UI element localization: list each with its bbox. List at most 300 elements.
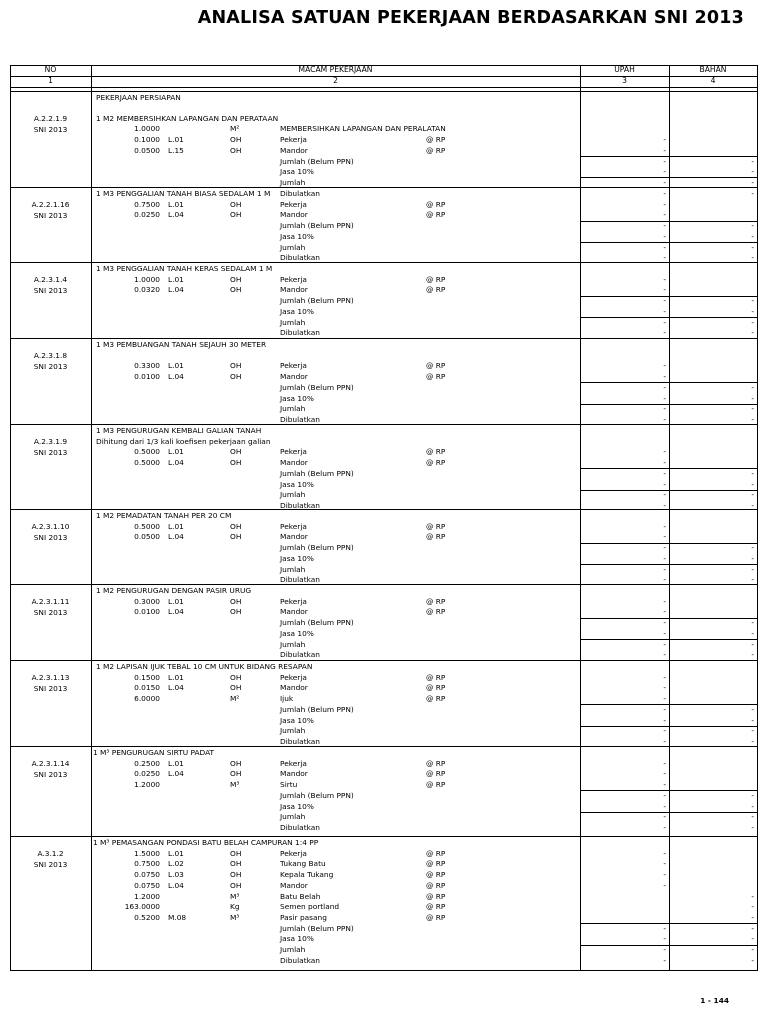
item-code: A.2.2.1.9 [33, 114, 68, 123]
sum-service-bahan: - [751, 167, 754, 177]
row-upah: - [663, 880, 666, 890]
row-currency: @ RP [426, 135, 446, 145]
row-coefficient: 0.0750 [134, 870, 160, 880]
sum-rounded-label: Dibulatkan [280, 955, 320, 965]
item-code: A.2.3.1.8 [33, 351, 68, 360]
row-upah: - [663, 769, 666, 779]
item-separator [10, 660, 758, 661]
header-index-2: 2 [333, 76, 338, 85]
item-separator [10, 746, 758, 747]
row-code: L.02 [168, 859, 184, 869]
row-coefficient: 0.5000 [134, 458, 160, 468]
row-code: L.04 [168, 683, 184, 693]
row-code: L.04 [168, 607, 184, 617]
item-separator [10, 187, 758, 188]
sum-total-upah: - [663, 242, 666, 252]
item-standard: SNI 2013 [33, 448, 68, 457]
row-coefficient: 163.0000 [124, 902, 160, 912]
sum-service-bahan: - [751, 306, 754, 316]
row-coefficient: 1.2000 [134, 780, 160, 790]
row-coefficient: 1.0000 [134, 124, 160, 134]
item-standard: SNI 2013 [33, 608, 68, 617]
row-upah: - [663, 274, 666, 284]
row-unit: OH [230, 596, 242, 606]
sum-subtotal-label: Jumlah (Belum PPN) [280, 923, 354, 933]
section-title: PEKERJAAN PERSIAPAN [96, 93, 181, 102]
sum-rounded-bahan: - [751, 575, 754, 585]
sum-subtotal-upah: - [663, 923, 666, 933]
row-upah: - [663, 596, 666, 606]
row-currency: @ RP [426, 880, 446, 890]
sum-service-bahan: - [751, 801, 754, 811]
row-currency: @ RP [426, 532, 446, 542]
row-unit: M³ [230, 780, 240, 790]
row-unit: OH [230, 135, 242, 145]
row-name: Pekerja [280, 447, 307, 457]
row-code: L.04 [168, 285, 184, 295]
row-bahan: - [751, 912, 754, 922]
sum-subtotal-bahan: - [751, 790, 754, 800]
row-unit: OH [230, 447, 242, 457]
sum-service-upah: - [663, 715, 666, 725]
row-upah: - [663, 859, 666, 869]
sum-service-upah: - [663, 628, 666, 638]
row-bahan: - [751, 891, 754, 901]
sum-subtotal-bahan: - [751, 618, 754, 628]
sum-subtotal-label: Jumlah (Belum PPN) [280, 221, 354, 231]
sum-rule [580, 726, 758, 727]
sum-rounded-upah: - [663, 575, 666, 585]
sum-subtotal-upah: - [663, 543, 666, 553]
row-coefficient: 0.0100 [134, 372, 160, 382]
sum-rounded-label: Dibulatkan [280, 328, 320, 338]
row-name: Kepala Tukang [280, 870, 334, 880]
row-coefficient: 0.0750 [134, 880, 160, 890]
row-name: Mandor [280, 532, 308, 542]
row-unit: M³ [230, 891, 240, 901]
row-currency: @ RP [426, 870, 446, 880]
sum-rule [580, 177, 758, 178]
row-code: L.04 [168, 532, 184, 542]
sum-subtotal-bahan: - [751, 382, 754, 392]
header-bottom-border [10, 87, 758, 88]
sum-subtotal-bahan: - [751, 156, 754, 166]
analysis-table [10, 65, 758, 971]
sum-service-bahan: - [751, 393, 754, 403]
row-currency: @ RP [426, 848, 446, 858]
row-upah: - [663, 372, 666, 382]
row-currency: @ RP [426, 683, 446, 693]
sum-service-bahan: - [751, 934, 754, 944]
row-upah: - [663, 135, 666, 145]
row-unit: OH [230, 199, 242, 209]
row-code: L.03 [168, 870, 184, 880]
row-currency: @ RP [426, 912, 446, 922]
row-name: Batu Belah [280, 891, 321, 901]
sum-subtotal-label: Jumlah (Belum PPN) [280, 618, 354, 628]
item-title: 1 M2 MEMBERSIHKAN LAPANGAN DAN PERATAAN [96, 114, 279, 123]
sum-total-upah: - [663, 726, 666, 736]
sum-total-upah: - [663, 564, 666, 574]
row-upah: - [663, 447, 666, 457]
header-macam-pekerjaan: MACAM PEKERJAAN [298, 65, 373, 74]
sum-subtotal-upah: - [663, 296, 666, 306]
row-upah: - [663, 672, 666, 682]
sum-rule [580, 618, 758, 619]
sum-rule [580, 812, 758, 813]
sum-rule [580, 404, 758, 405]
row-upah: - [663, 694, 666, 704]
row-upah: - [663, 758, 666, 768]
row-upah: - [663, 145, 666, 155]
sum-rounded-upah: - [663, 188, 666, 198]
row-currency: @ RP [426, 285, 446, 295]
row-unit: OH [230, 848, 242, 858]
row-code: M.08 [168, 912, 187, 922]
row-upah: - [663, 532, 666, 542]
row-code: L.04 [168, 880, 184, 890]
item-standard: SNI 2013 [33, 684, 68, 693]
row-bahan: - [751, 902, 754, 912]
sum-subtotal-bahan: - [751, 543, 754, 553]
row-unit: OH [230, 607, 242, 617]
item-separator [10, 338, 758, 339]
body-top-border [10, 91, 758, 92]
row-code: L.01 [168, 596, 184, 606]
row-code: L.01 [168, 672, 184, 682]
sum-total-label: Jumlah [280, 317, 306, 327]
item-separator [10, 262, 758, 263]
row-name: Pekerja [280, 361, 307, 371]
page-number: 1 - 144 [700, 996, 729, 1005]
sum-rule [580, 242, 758, 243]
row-name: Mandor [280, 145, 308, 155]
item-standard: SNI 2013 [33, 211, 68, 220]
item-separator [10, 509, 758, 510]
row-coefficient: 0.0500 [134, 145, 160, 155]
row-currency: @ RP [426, 372, 446, 382]
sum-rounded-bahan: - [751, 414, 754, 424]
sum-rounded-bahan: - [751, 328, 754, 338]
row-currency: @ RP [426, 891, 446, 901]
sum-total-label: Jumlah [280, 490, 306, 500]
item-title: 1 M2 PEMADATAN TANAH PER 20 CM [96, 511, 232, 520]
row-upah: - [663, 361, 666, 371]
sum-subtotal-upah: - [663, 618, 666, 628]
sum-total-label: Jumlah [280, 812, 306, 822]
row-unit: M² [230, 124, 240, 134]
sum-rule [580, 317, 758, 318]
sum-total-upah: - [663, 404, 666, 414]
row-coefficient: 0.0250 [134, 769, 160, 779]
row-coefficient: 0.1500 [134, 672, 160, 682]
sum-rounded-bahan: - [751, 650, 754, 660]
row-coefficient: 0.0250 [134, 210, 160, 220]
table-bottom-border [10, 970, 758, 971]
row-unit: OH [230, 145, 242, 155]
row-name: Mandor [280, 210, 308, 220]
sum-rounded-label: Dibulatkan [280, 575, 320, 585]
sum-rule [580, 156, 758, 157]
row-name: MEMBERSIHKAN LAPANGAN DAN PERALATAN [280, 124, 446, 134]
sum-service-label: Jasa 10% [280, 167, 314, 177]
row-unit: M³ [230, 912, 240, 922]
row-currency: @ RP [426, 458, 446, 468]
row-name: Pekerja [280, 521, 307, 531]
row-currency: @ RP [426, 694, 446, 704]
document-title: ANALISA SATUAN PEKERJAAN BERDASARKAN SNI 2013 [197, 8, 744, 28]
row-coefficient: 0.2500 [134, 758, 160, 768]
row-coefficient: 1.5000 [134, 848, 160, 858]
row-unit: OH [230, 210, 242, 220]
row-currency: @ RP [426, 758, 446, 768]
row-unit: OH [230, 758, 242, 768]
item-standard: SNI 2013 [33, 770, 68, 779]
row-currency: @ RP [426, 902, 446, 912]
sum-rounded-upah: - [663, 955, 666, 965]
sum-total-upah: - [663, 812, 666, 822]
sum-service-label: Jasa 10% [280, 393, 314, 403]
item-code: A.2.3.1.14 [31, 759, 70, 768]
row-coefficient: 0.5000 [134, 447, 160, 457]
sum-total-upah: - [663, 490, 666, 500]
sum-subtotal-upah: - [663, 221, 666, 231]
row-name: Mandor [280, 607, 308, 617]
row-upah: - [663, 458, 666, 468]
item-title: 1 M³ PEMASANGAN PONDASI BATU BELAH CAMPURAN 1:4 PP [93, 838, 319, 847]
sum-total-upah: - [663, 639, 666, 649]
item-code: A.2.2.1.16 [31, 200, 70, 209]
item-code: A.2.3.1.4 [33, 275, 68, 284]
row-upah: - [663, 285, 666, 295]
row-code: L.15 [168, 145, 184, 155]
row-coefficient: 0.0320 [134, 285, 160, 295]
sum-total-label: Jumlah [280, 564, 306, 574]
sum-total-label: Jumlah [280, 177, 306, 187]
sum-rounded-label: Dibulatkan [280, 253, 320, 263]
sum-service-upah: - [663, 393, 666, 403]
row-name: Semen portland [280, 902, 340, 912]
sum-rounded-upah: - [663, 650, 666, 660]
row-currency: @ RP [426, 274, 446, 284]
item-title: 1 M3 PENGURUGAN KEMBALI GALIAN TANAH [96, 426, 262, 435]
row-unit: OH [230, 458, 242, 468]
sum-subtotal-bahan: - [751, 468, 754, 478]
item-standard: SNI 2013 [33, 125, 68, 134]
item-standard: SNI 2013 [33, 362, 68, 371]
row-code: L.04 [168, 210, 184, 220]
sum-total-bahan: - [751, 726, 754, 736]
row-unit: OH [230, 361, 242, 371]
row-name: Mandor [280, 880, 308, 890]
row-unit: OH [230, 870, 242, 880]
header-bahan: BAHAN [699, 65, 727, 74]
sum-total-upah: - [663, 945, 666, 954]
sum-subtotal-label: Jumlah (Belum PPN) [280, 382, 354, 392]
item-standard: SNI 2013 [33, 286, 68, 295]
row-unit: OH [230, 683, 242, 693]
sum-rounded-bahan: - [751, 955, 754, 965]
sum-service-label: Jasa 10% [280, 479, 314, 489]
row-coefficient: 0.1000 [134, 135, 160, 145]
sum-service-label: Jasa 10% [280, 628, 314, 638]
sum-service-bahan: - [751, 479, 754, 489]
item-code: A.2.3.1.10 [31, 522, 70, 531]
sum-rule [580, 490, 758, 491]
sum-subtotal-bahan: - [751, 296, 754, 306]
row-coefficient: 0.7500 [134, 199, 160, 209]
row-unit: OH [230, 859, 242, 869]
header-index-4: 4 [710, 76, 716, 85]
item-separator [10, 424, 758, 425]
row-unit: OH [230, 372, 242, 382]
sum-rounded-upah: - [663, 500, 666, 510]
row-currency: @ RP [426, 769, 446, 779]
sum-service-upah: - [663, 553, 666, 563]
row-name: Sirtu [280, 780, 298, 790]
sum-subtotal-label: Jumlah (Belum PPN) [280, 296, 354, 306]
sum-rounded-upah: - [663, 253, 666, 263]
row-currency: @ RP [426, 210, 446, 220]
item-code: A.3.1.2 [37, 849, 64, 858]
sum-rounded-label: Dibulatkan [280, 736, 320, 746]
sum-rule [580, 543, 758, 544]
row-currency: @ RP [426, 361, 446, 371]
row-name: Pasir pasang [280, 912, 327, 922]
header-upah: UPAH [614, 65, 635, 74]
item-standard: SNI 2013 [33, 860, 68, 869]
sum-total-bahan: - [751, 564, 754, 574]
item-code: A.2.3.1.11 [31, 597, 70, 606]
sum-rounded-upah: - [663, 414, 666, 424]
row-currency: @ RP [426, 607, 446, 617]
row-upah: - [663, 521, 666, 531]
sum-subtotal-upah: - [663, 790, 666, 800]
item-title: 1 M3 PENGGALIAN TANAH BIASA SEDALAM 1 M [96, 189, 271, 198]
row-unit: OH [230, 285, 242, 295]
sum-subtotal-label: Jumlah (Belum PPN) [280, 156, 354, 166]
sum-service-upah: - [663, 231, 666, 241]
row-code: L.01 [168, 135, 184, 145]
sum-total-bahan: - [751, 317, 754, 327]
row-code: L.04 [168, 458, 184, 468]
row-code: L.01 [168, 447, 184, 457]
item-note: Dihitung dari 1/3 kali koefisen pekerjaan galian [96, 436, 271, 446]
row-upah: - [663, 683, 666, 693]
sum-rule [580, 468, 758, 469]
sum-service-bahan: - [751, 553, 754, 563]
row-name: Ijuk [280, 694, 294, 704]
row-currency: @ RP [426, 199, 446, 209]
sum-rounded-label: Dibulatkan [280, 414, 320, 424]
row-unit: Kg [230, 902, 240, 912]
row-name: Mandor [280, 683, 308, 693]
row-code: L.01 [168, 848, 184, 858]
row-code: L.01 [168, 199, 184, 209]
item-separator [10, 584, 758, 585]
sum-service-label: Jasa 10% [280, 231, 314, 241]
row-unit: OH [230, 880, 242, 890]
row-name: Pekerja [280, 758, 307, 768]
sum-rule [580, 221, 758, 222]
row-name: Tukang Batu [280, 859, 326, 869]
row-upah: - [663, 848, 666, 858]
row-coefficient: 0.0150 [134, 683, 160, 693]
row-unit: OH [230, 672, 242, 682]
sum-service-upah: - [663, 306, 666, 316]
row-upah: - [663, 780, 666, 790]
row-coefficient: 0.0100 [134, 607, 160, 617]
sum-total-bahan: - [751, 177, 754, 187]
row-unit: OH [230, 532, 242, 542]
row-name: Mandor [280, 372, 308, 382]
header-index-1: 1 [48, 76, 53, 85]
sum-total-bahan: - [751, 404, 754, 414]
item-title: 1 M2 PENGURUGAN DENGAN PASIR URUG [96, 586, 252, 595]
sum-rounded-bahan: - [751, 822, 754, 832]
row-coefficient: 0.3300 [134, 361, 160, 371]
row-currency: @ RP [426, 145, 446, 155]
row-name: Pekerja [280, 135, 307, 145]
sum-service-label: Jasa 10% [280, 306, 314, 316]
row-coefficient: 0.7500 [134, 859, 160, 869]
row-upah: - [663, 870, 666, 880]
sum-subtotal-label: Jumlah (Belum PPN) [280, 704, 354, 714]
row-currency: @ RP [426, 780, 446, 790]
sum-rounded-bahan: - [751, 188, 754, 198]
sum-rounded-upah: - [663, 328, 666, 338]
sum-service-bahan: - [751, 715, 754, 725]
row-code: L.01 [168, 521, 184, 531]
row-upah: - [663, 199, 666, 209]
row-currency: @ RP [426, 521, 446, 531]
sum-rule [580, 704, 758, 705]
sum-total-label: Jumlah [280, 242, 306, 252]
sum-service-upah: - [663, 479, 666, 489]
sum-rule [580, 296, 758, 297]
sum-rounded-label: Dibulatkan [280, 650, 320, 660]
sum-service-upah: - [663, 167, 666, 177]
sum-total-bahan: - [751, 490, 754, 500]
row-coefficient: 0.0500 [134, 532, 160, 542]
row-name: Mandor [280, 285, 308, 295]
item-code: A.2.3.1.13 [31, 673, 70, 682]
row-name: Pekerja [280, 672, 307, 682]
sum-rounded-label: Dibulatkan [280, 822, 320, 832]
row-coefficient: 0.3000 [134, 596, 160, 606]
row-currency: @ RP [426, 672, 446, 682]
sum-rule [580, 382, 758, 383]
sum-total-label: Jumlah [280, 404, 306, 414]
sum-total-label: Jumlah [280, 726, 306, 736]
sum-subtotal-upah: - [663, 382, 666, 392]
sum-rule [580, 945, 758, 946]
sum-rounded-label: Dibulatkan [280, 500, 320, 510]
sum-total-bahan: - [751, 639, 754, 649]
row-currency: @ RP [426, 447, 446, 457]
sum-subtotal-label: Jumlah (Belum PPN) [280, 790, 354, 800]
row-name: Mandor [280, 458, 308, 468]
row-currency: @ RP [426, 596, 446, 606]
sum-total-bahan: - [751, 812, 754, 822]
sum-total-upah: - [663, 177, 666, 187]
sum-rule [580, 639, 758, 640]
row-unit: OH [230, 274, 242, 284]
row-name: Pekerja [280, 199, 307, 209]
sum-rounded-upah: - [663, 822, 666, 832]
sum-rule [580, 564, 758, 565]
row-coefficient: 0.5000 [134, 521, 160, 531]
